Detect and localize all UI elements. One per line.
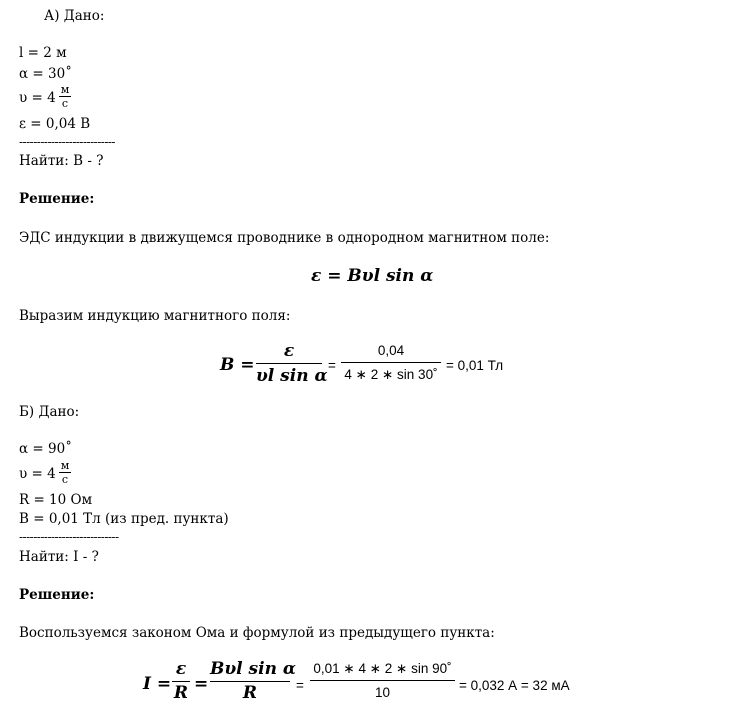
formula-fraction: [172, 661, 190, 702]
velocity-unit-denominator: с: [61, 473, 69, 486]
formula-fraction: [210, 659, 296, 703]
emf-formula: ε = Bυl sin α: [311, 266, 434, 286]
explanation-text: Воспользуемся законом Ома и формулой из предыдущего пункта:: [19, 625, 495, 641]
given-angle: α = 30˚: [19, 66, 72, 82]
explanation-text: Выразим индукцию магнитного поля:: [19, 308, 291, 324]
formula-fraction: [256, 341, 328, 386]
part-a-heading: А) Дано:: [44, 8, 105, 24]
given-induction: B = 0,01 Тл (из пред. пункта): [19, 511, 229, 527]
fraction-numerator: ε: [175, 659, 187, 679]
fraction-denominator: 4 ∗ 2 ∗ sin 30˚: [344, 366, 438, 382]
explanation-text: ЭДС индукции в движущемся проводнике в однородном магнитном поле:: [19, 230, 550, 246]
velocity-unit-numerator: м: [60, 459, 70, 472]
given-emf: ε = 0,04 В: [19, 116, 91, 132]
formula-numeric-fraction: [310, 662, 455, 699]
fraction-denominator: R: [242, 683, 258, 703]
given-velocity: υ = 4: [19, 90, 56, 106]
formula-lhs: B =: [220, 355, 255, 375]
velocity-unit-numerator: м: [60, 83, 70, 96]
formula-result: = 0,032 А = 32 мА: [459, 678, 570, 693]
equals-sign: =: [194, 674, 209, 694]
formula-numeric-fraction: [341, 344, 441, 381]
find-label: Найти: В - ?: [19, 153, 104, 169]
fraction-denominator: 10: [374, 684, 391, 700]
given-velocity: υ = 4: [19, 466, 56, 482]
fraction-numerator: Bυl sin α: [210, 659, 296, 679]
given-length: l = 2 м: [19, 45, 67, 61]
solution-label: Решение:: [19, 191, 95, 207]
equals-sign: =: [296, 678, 304, 693]
velocity-unit-fraction: [59, 84, 71, 109]
given-resistance: R = 10 Ом: [19, 492, 93, 508]
fraction-numerator: 0,01 ∗ 4 ∗ 2 ∗ sin 90˚: [313, 661, 452, 676]
formula-lhs: I =: [143, 674, 172, 694]
divider: ----------------------------: [19, 530, 119, 544]
fraction-denominator: υl sin α: [256, 366, 328, 386]
velocity-unit-fraction: [59, 460, 71, 485]
fraction-numerator: ε: [283, 341, 295, 361]
formula-result: = 0,01 Тл: [446, 358, 504, 373]
velocity-unit-denominator: с: [61, 97, 69, 110]
fraction-denominator: R: [173, 683, 189, 703]
divider: ---------------------------: [19, 135, 115, 149]
solution-label: Решение:: [19, 587, 95, 603]
equals-sign: =: [328, 358, 336, 373]
find-label: Найти: I - ?: [19, 549, 99, 565]
given-angle: α = 90˚: [19, 441, 72, 457]
part-b-heading: Б) Дано:: [19, 404, 80, 420]
fraction-numerator: 0,04: [377, 343, 405, 358]
